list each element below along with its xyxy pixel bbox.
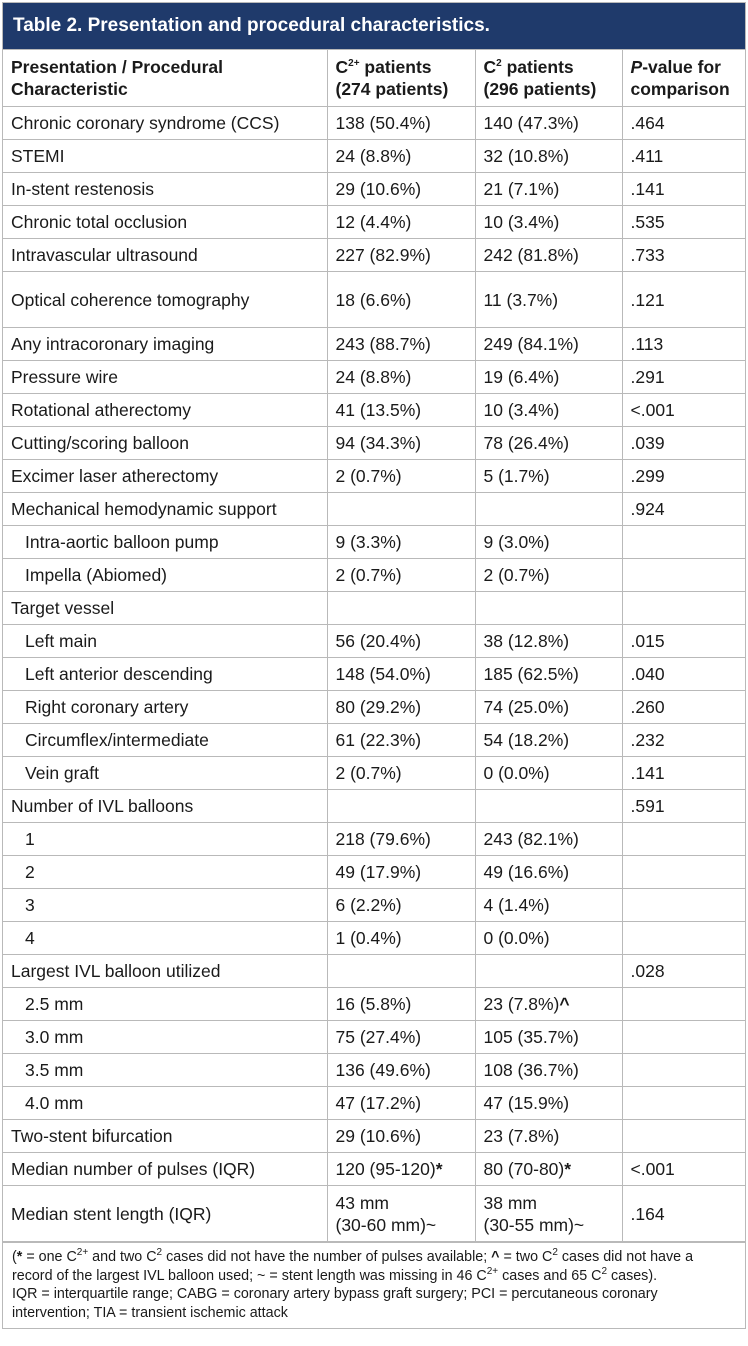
c2plus-value: 227 (82.9%) [327,239,475,272]
p-value: .464 [622,107,745,140]
c2plus-value: 41 (13.5%) [327,394,475,427]
c2-value: 80 (70-80)* [475,1153,622,1186]
row-label: STEMI [3,140,327,173]
c2plus-value: 94 (34.3%) [327,427,475,460]
row-label: Two-stent bifurcation [3,1120,327,1153]
row-label: In-stent restenosis [3,173,327,206]
characteristics-table [3,50,745,1242]
c2-value: 5 (1.7%) [475,460,622,493]
p-value: <.001 [622,394,745,427]
table-row [3,889,745,922]
table-row [3,427,745,460]
table-row [3,361,745,394]
c2-value: 19 (6.4%) [475,361,622,394]
c2plus-value: 12 (4.4%) [327,206,475,239]
c2plus-value [327,493,475,526]
row-label: 3.5 mm [3,1054,327,1087]
row-label: Chronic coronary syndrome (CCS) [3,107,327,140]
c2plus-value: 18 (6.6%) [327,272,475,328]
header-pvalue: P-value for comparison [622,50,745,107]
header-characteristic: Presentation / Procedural Characteristic [3,50,327,107]
row-label: Median stent length (IQR) [3,1186,327,1242]
row-label: Largest IVL balloon utilized [3,955,327,988]
p-value: .232 [622,724,745,757]
footnote-mark: ^ [559,994,570,1014]
c2plus-value: 2 (0.7%) [327,757,475,790]
p-value: .260 [622,691,745,724]
table-row [3,173,745,206]
row-label: Any intracoronary imaging [3,328,327,361]
c2plus-value: 9 (3.3%) [327,526,475,559]
row-label: Median number of pulses (IQR) [3,1153,327,1186]
p-value: .039 [622,427,745,460]
p-value [622,1087,745,1120]
c2plus-value: 148 (54.0%) [327,658,475,691]
c2-value: 243 (82.1%) [475,823,622,856]
row-label: Right coronary artery [3,691,327,724]
c2plus-value: 56 (20.4%) [327,625,475,658]
c2plus-value: 43 mm (30-60 mm)~ [327,1186,475,1242]
p-value: .291 [622,361,745,394]
table-row [3,856,745,889]
p-value [622,526,745,559]
table-row [3,206,745,239]
p-value: .121 [622,272,745,328]
table-body [3,107,745,1242]
table-row [3,526,745,559]
c2-value: 9 (3.0%) [475,526,622,559]
table-row [3,658,745,691]
p-value: .015 [622,625,745,658]
c2plus-value: 6 (2.2%) [327,889,475,922]
table-row [3,559,745,592]
header-c2: $C^2$ patients (296 patients) [475,50,622,107]
row-label: Target vessel [3,592,327,625]
table-row [3,922,745,955]
c2plus-value: 75 (27.4%) [327,1021,475,1054]
table-row [3,625,745,658]
c2-value: 185 (62.5%) [475,658,622,691]
table-row [3,460,745,493]
row-label: Mechanical hemodynamic support [3,493,327,526]
table-row [3,592,745,625]
c2plus-value [327,592,475,625]
c2-value: 0 (0.0%) [475,922,622,955]
table-row [3,724,745,757]
p-value [622,988,745,1021]
footnote-mark: * [564,1159,572,1179]
row-label: 4 [3,922,327,955]
row-label: 3.0 mm [3,1021,327,1054]
p-value: .924 [622,493,745,526]
c2-value [475,790,622,823]
c2plus-value: 2 (0.7%) [327,559,475,592]
table-row [3,1120,745,1153]
p-value: <.001 [622,1153,745,1186]
p-value [622,1021,745,1054]
row-label: Rotational atherectomy [3,394,327,427]
p-value: .733 [622,239,745,272]
c2plus-value: 24 (8.8%) [327,140,475,173]
row-label: 3 [3,889,327,922]
header-c2plus: $C^{2+}$ patients (274 patients) [327,50,475,107]
p-value [622,889,745,922]
c2-value: 38 (12.8%) [475,625,622,658]
c2-value: 140 (47.3%) [475,107,622,140]
table-row [3,790,745,823]
c2-value: 78 (26.4%) [475,427,622,460]
c2plus-value: 2 (0.7%) [327,460,475,493]
table-row [3,140,745,173]
p-value: .141 [622,173,745,206]
table-row [3,1087,745,1120]
table-row [3,757,745,790]
p-value [622,559,745,592]
table-row [3,823,745,856]
c2-value: 11 (3.7%) [475,272,622,328]
p-value: .040 [622,658,745,691]
c2-value: 2 (0.7%) [475,559,622,592]
c2plus-value: 29 (10.6%) [327,173,475,206]
c2-value: 74 (25.0%) [475,691,622,724]
table-row [3,272,745,328]
c2plus-value [327,955,475,988]
header-row [3,50,745,107]
c2plus-value [327,790,475,823]
p-value [622,1054,745,1087]
row-label: 4.0 mm [3,1087,327,1120]
c2plus-value: 138 (50.4%) [327,107,475,140]
row-label: Vein graft [3,757,327,790]
row-label: Intravascular ultrasound [3,239,327,272]
c2-value: 0 (0.0%) [475,757,622,790]
c2-value: 47 (15.9%) [475,1087,622,1120]
table-row [3,955,745,988]
table-row [3,1021,745,1054]
p-value: .535 [622,206,745,239]
row-label: Left anterior descending [3,658,327,691]
c2-value: 49 (16.6%) [475,856,622,889]
c2-value: 105 (35.7%) [475,1021,622,1054]
table-row [3,691,745,724]
footnote-mark: * [435,1159,443,1179]
row-label: 2 [3,856,327,889]
row-label: Intra-aortic balloon pump [3,526,327,559]
c2-value [475,955,622,988]
table-row [3,328,745,361]
table-row [3,1186,745,1242]
c2-value: 10 (3.4%) [475,394,622,427]
p-value [622,1120,745,1153]
row-label: 1 [3,823,327,856]
p-value: .164 [622,1186,745,1242]
row-label: Impella (Abiomed) [3,559,327,592]
row-label: 2.5 mm [3,988,327,1021]
c2-value: 4 (1.4%) [475,889,622,922]
row-label: Cutting/scoring balloon [3,427,327,460]
row-label: Left main [3,625,327,658]
p-value: .141 [622,757,745,790]
table-row [3,1054,745,1087]
c2-value: 242 (81.8%) [475,239,622,272]
table-card [2,2,746,1329]
c2-value [475,493,622,526]
p-value [622,592,745,625]
row-label: Circumflex/intermediate [3,724,327,757]
c2plus-value: 16 (5.8%) [327,988,475,1021]
c2-value: 32 (10.8%) [475,140,622,173]
c2-value: 21 (7.1%) [475,173,622,206]
c2-value: 23 (7.8%)^ [475,988,622,1021]
table-footnote: (* = one $C^{2+}$ and two $C^2$ cases did not have the number of pulses available; ^ = two $C^2$ cases did not have a record of the largest IVL balloon used; ~ = stent length was missing in 46 $C^{2+}$ cases and 65 $C^2$ cases). IQR = interquartile range; CABG = coronary artery bypass graft surgery; PCI = percutaneous coronary intervention; TIA = transient ischemic attack [3,1242,745,1328]
table-row [3,1153,745,1186]
table-row [3,988,745,1021]
p-value: .028 [622,955,745,988]
p-value: .113 [622,328,745,361]
c2plus-value: 24 (8.8%) [327,361,475,394]
p-value: .591 [622,790,745,823]
c2-value: 10 (3.4%) [475,206,622,239]
p-value: .299 [622,460,745,493]
c2-value: 38 mm (30-55 mm)~ [475,1186,622,1242]
c2plus-value: 120 (95-120)* [327,1153,475,1186]
row-label: Pressure wire [3,361,327,394]
p-value [622,823,745,856]
c2plus-value: 29 (10.6%) [327,1120,475,1153]
row-label: Excimer laser atherectomy [3,460,327,493]
c2plus-value: 47 (17.2%) [327,1087,475,1120]
p-value [622,856,745,889]
c2plus-value: 218 (79.6%) [327,823,475,856]
c2plus-value: 243 (88.7%) [327,328,475,361]
c2-value: 54 (18.2%) [475,724,622,757]
table-row [3,239,745,272]
p-value [622,922,745,955]
c2plus-value: 49 (17.9%) [327,856,475,889]
row-label: Number of IVL balloons [3,790,327,823]
c2-value: 23 (7.8%) [475,1120,622,1153]
table-row [3,493,745,526]
table-title: Table 2. Presentation and procedural characteristics. [3,3,745,50]
c2plus-value: 61 (22.3%) [327,724,475,757]
c2-value: 108 (36.7%) [475,1054,622,1087]
c2-value: 249 (84.1%) [475,328,622,361]
c2-value [475,592,622,625]
c2plus-value: 1 (0.4%) [327,922,475,955]
c2plus-value: 136 (49.6%) [327,1054,475,1087]
p-value: .411 [622,140,745,173]
row-label: Optical coherence tomography [3,272,327,328]
row-label: Chronic total occlusion [3,206,327,239]
table-row [3,394,745,427]
c2plus-value: 80 (29.2%) [327,691,475,724]
table-row [3,107,745,140]
